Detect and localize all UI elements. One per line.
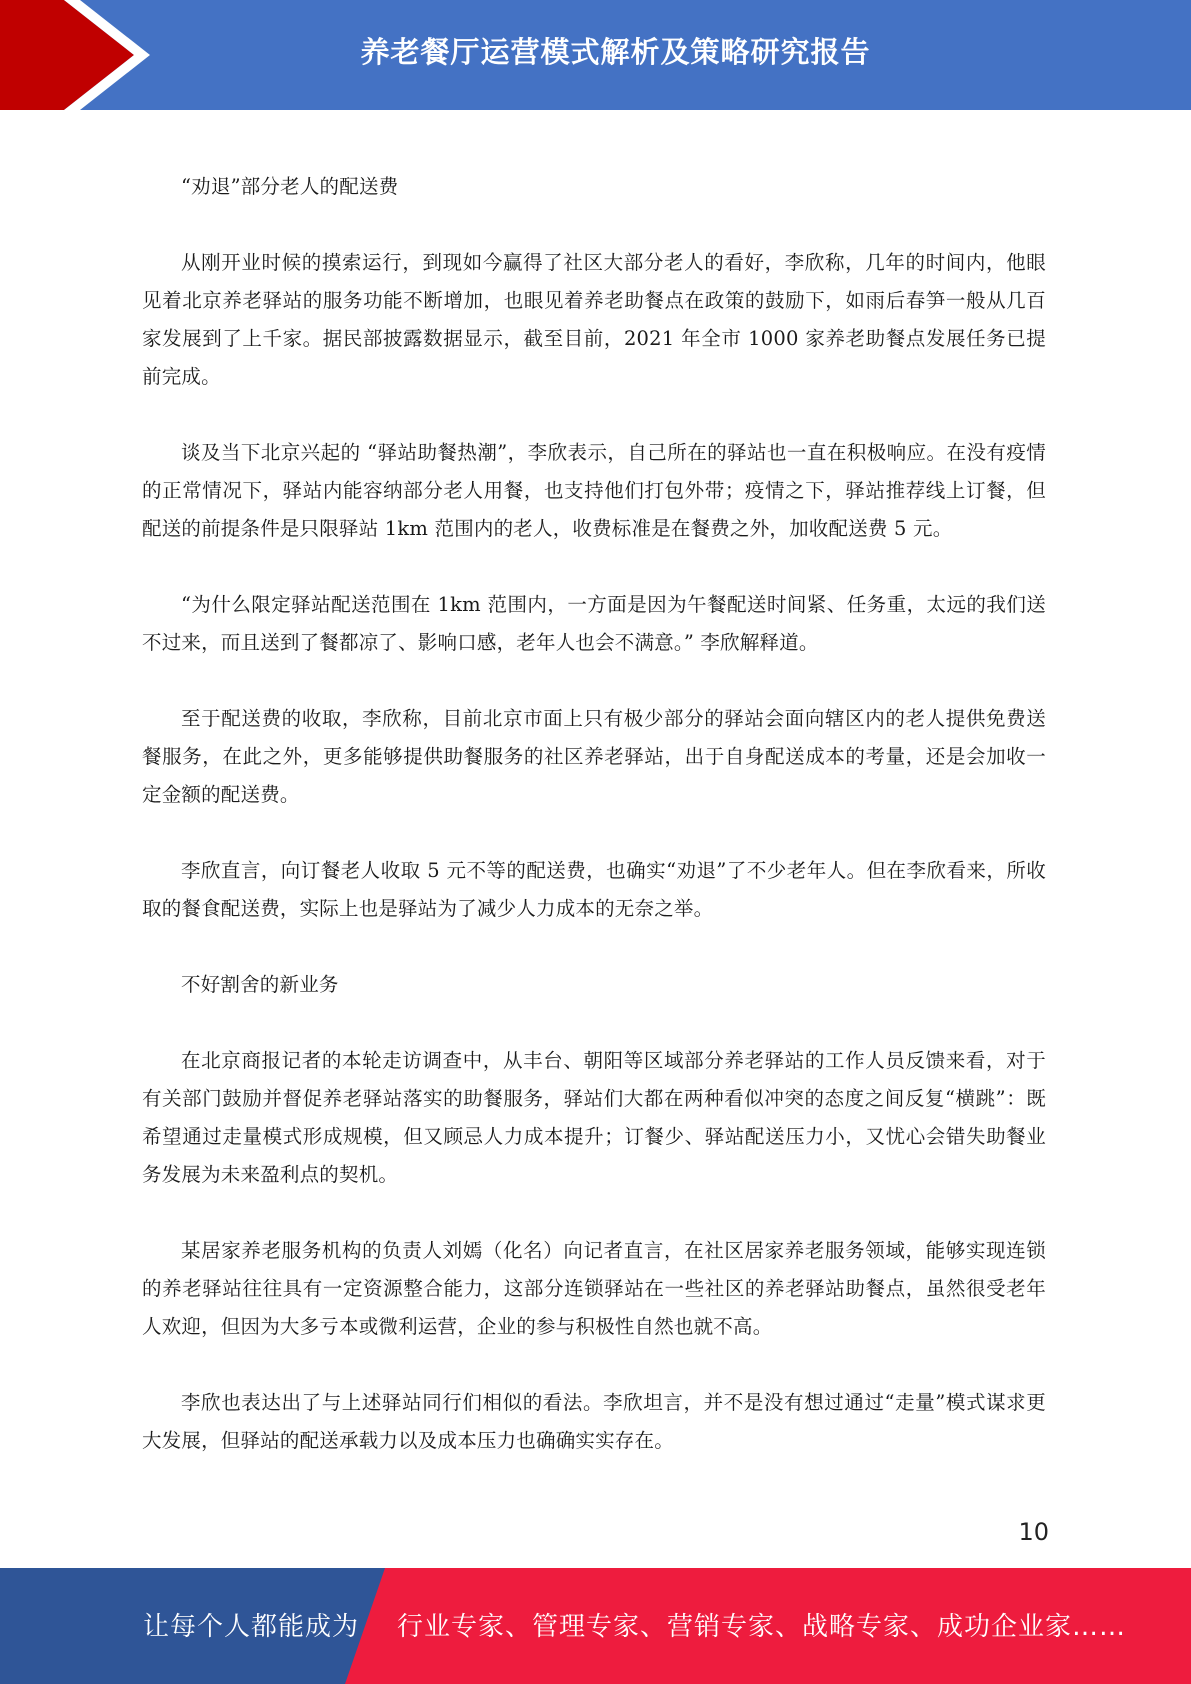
page-number: 10 bbox=[1018, 1518, 1049, 1546]
paragraph: 至于配送费的收取，李欣称，目前北京市面上只有极少部分的驿站会面向辖区内的老人提供免费送餐服务，在此之外，更多能够提供助餐服务的社区养老驿站，出于自身配送成本的考量，还是会加收一定金额的配送费。 bbox=[142, 707, 1046, 806]
report-title: 养老餐厅运营模式解析及策略研究报告 bbox=[360, 35, 871, 69]
paragraph: “为什么限定驿站配送范围在 1km 范围内，一方面是因为午餐配送时间紧、任务重，太远的我们送不过来，而且送到了餐都凉了、影响口感，老年人也会不满意。” 李欣解释道。 bbox=[142, 593, 1046, 654]
footer-slogan-right: 行业专家、管理专家、营销专家、战略专家、成功企业家…… bbox=[397, 1612, 1127, 1642]
section-heading: “劝退”部分老人的配送费 bbox=[181, 175, 399, 198]
paragraph: 在北京商报记者的本轮走访调查中，从丰台、朝阳等区域部分养老驿站的工作人员反馈来看，对于有关部门鼓励并督促养老驿站落实的助餐服务，驿站们大都在两种看似冲突的态度之间反复“横跳”：既希望通过走量模式形成规模，但又顾忌人力成本提升；订餐少、驿站配送压力小，又忧心会错失助餐业务发展为未来盈利点的契机。 bbox=[142, 1049, 1046, 1186]
paragraph: 李欣直言，向订餐老人收取 5 元不等的配送费，也确实“劝退”了不少老年人。但在李欣看来，所收取的餐食配送费，实际上也是驿站为了减少人力成本的无奈之举。 bbox=[142, 859, 1046, 920]
footer-slogan-left: 让每个人都能成为 bbox=[143, 1612, 360, 1642]
header-bar bbox=[0, 0, 1191, 110]
paragraph: 李欣也表达出了与上述驿站同行们相似的看法。李欣坦言，并不是没有想过通过“走量”模式谋求更大发展，但驿站的配送承载力以及成本压力也确确实实存在。 bbox=[142, 1391, 1046, 1452]
article-body bbox=[142, 168, 1046, 1460]
footer-bar bbox=[0, 1568, 1191, 1684]
paragraph: 谈及当下北京兴起的 “驿站助餐热潮”，李欣表示，自己所在的驿站也一直在积极响应。在没有疫情的正常情况下，驿站内能容纳部分老人用餐，也支持他们打包外带；疫情之下，驿站推荐线上订餐，但配送的前提条件是只限驿站 1km 范围内的老人，收费标准是在餐费之外，加收配送费 5 元。 bbox=[142, 441, 1046, 540]
section-heading: 不好割舍的新业务 bbox=[181, 973, 339, 996]
paragraph: 从刚开业时候的摸索运行，到现如今赢得了社区大部分老人的看好，李欣称，几年的时间内，他眼见着北京养老驿站的服务功能不断增加，也眼见着养老助餐点在政策的鼓励下，如雨后春笋一般从几百家发展到了上千家。据民部披露数据显示，截至目前，2021 年全市 1000 家养老助餐点发展任务已提前完成。 bbox=[142, 251, 1046, 388]
paragraph: 某居家养老服务机构的负责人刘嫣（化名）向记者直言，在社区居家养老服务领域，能够实现连锁的养老驿站往往具有一定资源整合能力，这部分连锁驿站在一些社区的养老驿站助餐点，虽然很受老年人欢迎，但因为大多亏本或微利运营，企业的参与积极性自然也就不高。 bbox=[142, 1239, 1046, 1338]
